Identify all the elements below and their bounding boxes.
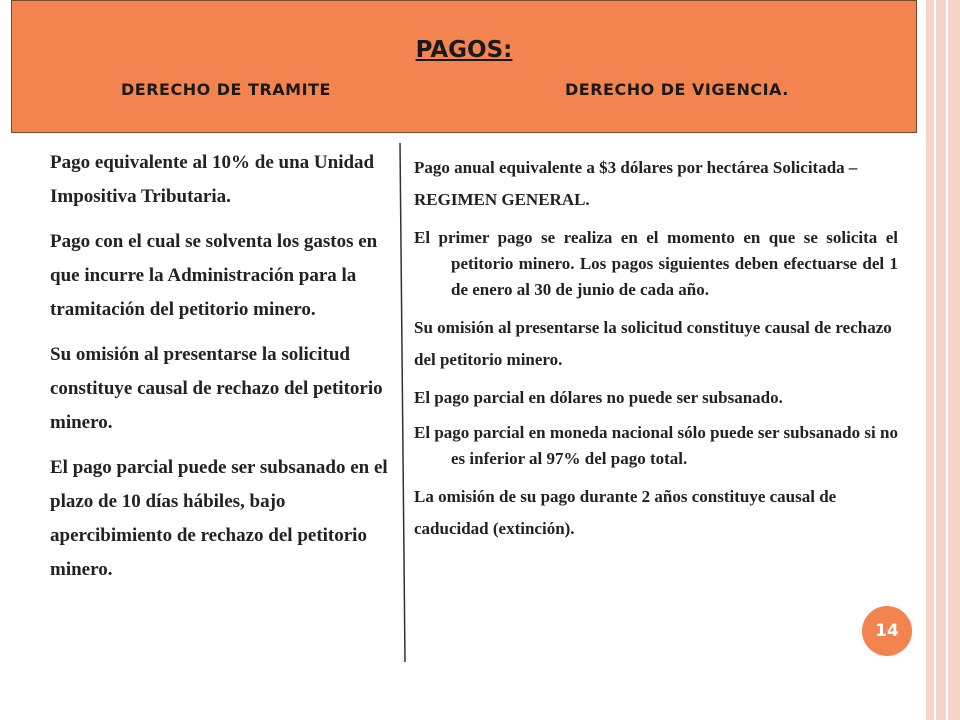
- page-number-badge: 14: [862, 606, 912, 656]
- right-paragraph: El primer pago se realiza en el momento en que se solicita el petitorio minero. Los pagos siguientes deben efectuarse del 1 de enero al 30 de junio de cada año.: [414, 228, 898, 299]
- left-paragraph: Pago equivalente al 10% de una Unidad Impositiva Tributaria.: [50, 152, 375, 207]
- left-paragraph: Su omisión al presentarse la solicitud constituye causal de rechazo del petitorio minero.: [50, 344, 383, 433]
- slide-title: PAGOS:: [415, 37, 513, 63]
- right-paragraph: Pago anual equivalente a $3 dólares por hectárea Solicitada – REGIMEN GENERAL.: [414, 158, 858, 209]
- right-column: [414, 152, 898, 554]
- left-paragraph: El pago parcial puede ser subsanado en el plazo de 10 días hábiles, bajo apercibimiento de rechazo del petitorio minero.: [50, 457, 388, 580]
- left-column: [50, 146, 400, 598]
- right-paragraph: El pago parcial en dólares no puede ser subsanado.: [414, 388, 783, 407]
- right-paragraph: El pago parcial en moneda nacional sólo puede ser subsanado si no es inferior al 97% del pago total.: [414, 423, 898, 468]
- left-paragraph: Pago con el cual se solventa los gastos en que incurre la Administración para la tramitación del petitorio minero.: [50, 231, 378, 320]
- divider-line: [400, 143, 405, 662]
- right-paragraph: Su omisión al presentarse la solicitud constituye causal de rechazo del petitorio minero.: [414, 318, 892, 369]
- left-column-heading: DERECHO DE TRAMITE: [121, 80, 331, 99]
- right-column-heading: DERECHO DE VIGENCIA.: [565, 80, 789, 99]
- right-paragraph: La omisión de su pago durante 2 años constituye causal de caducidad (extinción).: [414, 487, 837, 538]
